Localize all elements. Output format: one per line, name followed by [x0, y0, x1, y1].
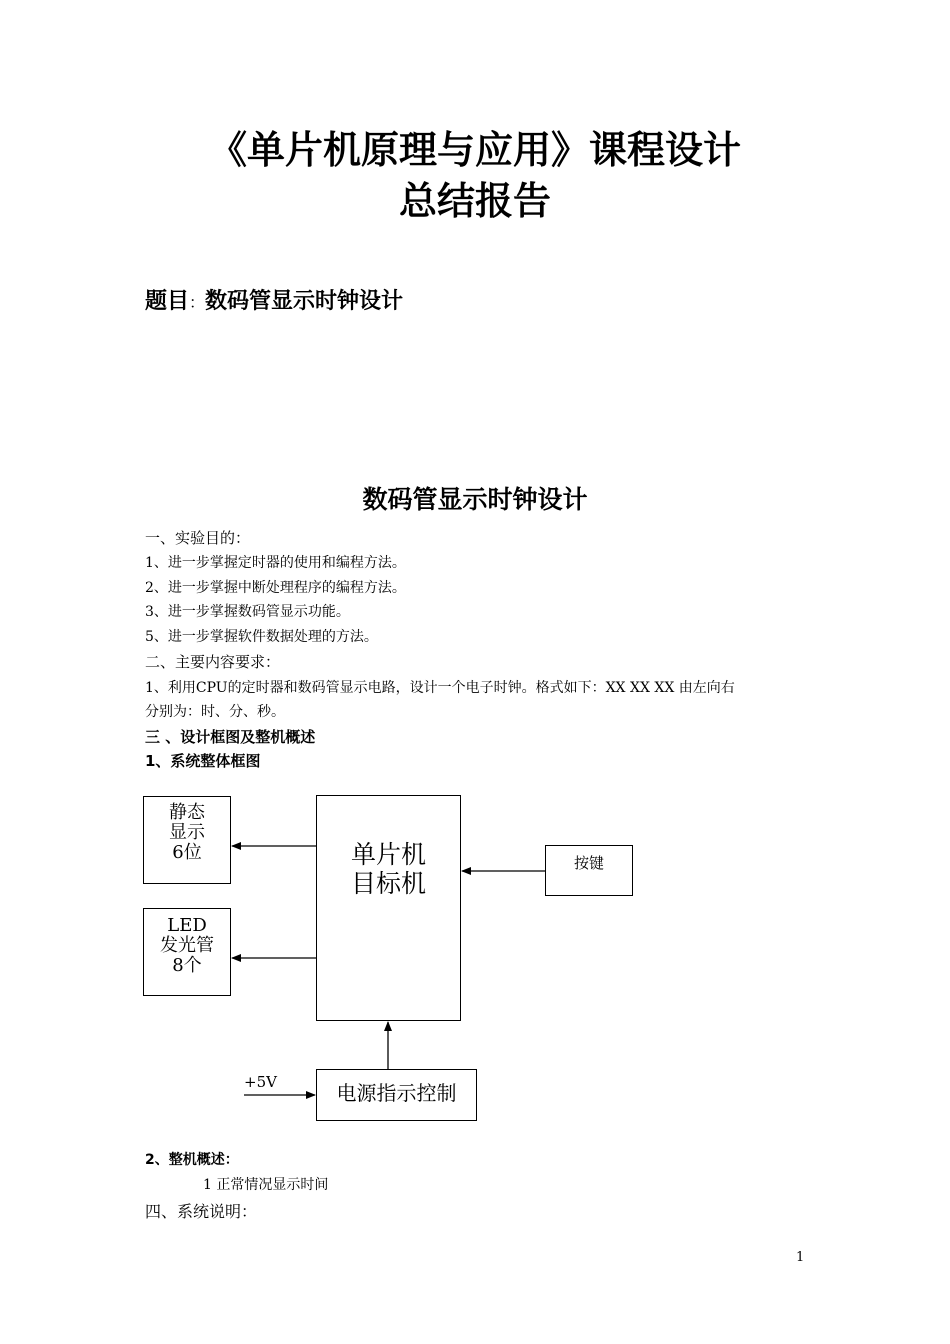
section-title: 数码管显示时钟设计	[362, 485, 588, 514]
sec3-sub2-item: 1 正常情况显示时间	[203, 1177, 329, 1193]
power-input-label: +5V	[244, 1073, 277, 1091]
page-number: 1	[796, 1250, 805, 1265]
sec1-item: 2、进一步掌握中断处理程序的编程方法。	[145, 580, 406, 596]
subject-value: 数码管显示时钟设计	[205, 289, 404, 314]
led-line3: 8个	[172, 955, 202, 976]
subject-label: 题目	[145, 289, 190, 314]
sec1-item: 1、进一步掌握定时器的使用和编程方法。	[145, 555, 406, 571]
report-title-line1: 《单片机原理与应用》课程设计	[208, 128, 741, 172]
sec2-line1: 1、利用CPU的定时器和数码管显示电路，设计一个电子时钟。格式如下：XX XX XX 由左向右	[145, 680, 735, 696]
sec1-item: 3、进一步掌握数码管显示功能。	[145, 604, 350, 620]
static-display-line3: 6位	[172, 842, 202, 863]
power-label: 电源指示控制	[336, 1081, 457, 1105]
sec3-heading: 三 、设计框图及整机概述	[145, 728, 316, 746]
led-line2: 发光管	[160, 935, 214, 956]
mcu-line1: 单片机	[350, 840, 426, 869]
static-display-line2: 显示	[169, 822, 205, 843]
led-line1: LED	[167, 915, 207, 936]
sec1-heading: 一、实验目的：	[145, 529, 251, 547]
sec4-heading: 四、系统说明：	[145, 1202, 258, 1221]
key-label: 按键	[573, 854, 604, 872]
sec1-item: 5、进一步掌握软件数据处理的方法。	[145, 629, 378, 645]
mcu-line2: 目标机	[350, 869, 426, 898]
static-display-line1: 静态	[169, 802, 205, 823]
subject-colon: ：	[189, 293, 206, 312]
sec2-line2: 分别为：时、分、秒。	[145, 704, 285, 720]
sec2-heading: 二、主要内容要求：	[145, 653, 281, 671]
sec3-sub1: 1、系统整体框图	[145, 752, 261, 770]
sec3-sub2: 2、整机概述：	[145, 1152, 239, 1168]
report-title-line2: 总结报告	[398, 179, 551, 223]
